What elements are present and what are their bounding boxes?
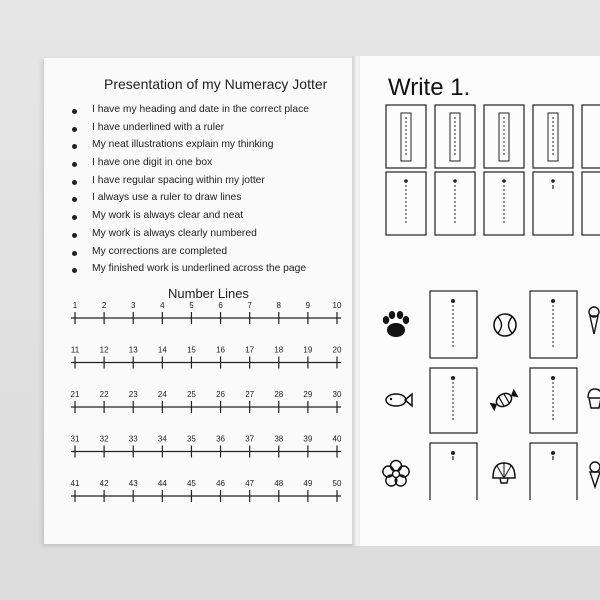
tracing-box[interactable] [533,105,573,168]
bullet-icon [72,215,77,220]
list-item: My corrections are completed [72,246,309,264]
shell-icon [493,463,515,483]
start-dot [404,179,408,183]
list-item: I always use a ruler to draw lines [72,192,309,210]
page-title: Presentation of my Numeracy Jotter [104,76,328,92]
tick-label: 45 [186,479,196,488]
tick-label: 44 [157,479,167,488]
tick-label: 25 [186,390,196,399]
tick-label: 27 [245,390,255,399]
list-item: My neat illustrations explain my thinking [72,139,309,157]
bullet-icon [72,251,77,256]
picture-row-1 [383,291,599,358]
tick-label: 5 [189,301,194,310]
list-item: I have my heading and date in the correct place [72,104,309,122]
start-dot [551,376,555,380]
tick-label: 42 [99,479,109,488]
tick-label: 28 [274,390,284,399]
list-item: I have underlined with a ruler [72,122,309,140]
tick-label: 35 [186,434,196,444]
tick-label: 19 [303,345,313,355]
tick-label: 36 [216,434,226,444]
number-line [71,479,342,502]
tracing-box[interactable] [386,105,426,168]
tick-label: 24 [157,390,167,399]
picture-row-2 [386,368,600,433]
start-dot [551,299,555,303]
tick-label: 41 [70,479,80,488]
tick-label: 17 [245,345,255,355]
tick-label: 13 [128,345,138,355]
tick-label: 23 [128,390,138,399]
tick-label: 21 [70,390,80,399]
list-item: My work is always clear and neat [72,210,309,228]
flower-icon [383,461,409,487]
fish-icon [386,394,412,406]
start-dot [451,299,455,303]
tick-label: 2 [101,301,107,310]
tracing-box[interactable] [582,172,600,235]
bullet-icon [72,233,77,238]
number-line [71,346,342,369]
number-line [71,390,342,413]
bullet-icon [72,180,77,185]
tick-label: 43 [128,479,138,488]
ice-cream-icon [589,307,599,334]
checklist [72,104,309,281]
tick-label: 31 [70,434,80,444]
tick-label: 1 [72,301,78,310]
start-dot [453,179,457,183]
tennis-ball-icon [494,314,516,336]
tracing-box[interactable] [582,105,600,168]
tracing-row-1 [386,105,600,168]
start-dot [502,179,506,183]
tracing-box[interactable] [435,105,475,168]
start-dot [451,451,455,455]
cupcake-icon [588,389,600,408]
tick-label: 14 [157,345,167,355]
bullet-icon [72,144,77,149]
list-item: I have regular spacing within my jotter [72,175,309,193]
number-lines [60,298,350,508]
bullet-icon [72,268,77,273]
tick-label: 22 [99,390,109,399]
tick-label: 30 [332,390,342,399]
tick-label: 33 [128,434,138,444]
number-line [71,301,342,324]
tracing-row-2 [386,172,600,235]
tick-label: 32 [99,434,109,444]
bullet-icon [72,197,77,202]
start-dot [551,451,555,455]
tick-label: 9 [305,301,311,310]
tick-label: 34 [157,434,167,444]
tick-label: 6 [218,301,223,310]
bullet-icon [72,109,77,114]
list-item: My finished work is underlined across the page [72,263,309,281]
picture-row-3 [383,443,600,500]
tick-label: 38 [274,434,284,444]
tick-label: 11 [70,345,80,355]
tick-label: 4 [160,301,165,310]
tick-label: 18 [274,345,284,355]
tick-label: 15 [186,345,196,355]
tick-label: 8 [276,301,282,310]
tick-label: 26 [216,390,226,399]
tick-label: 47 [245,479,255,488]
tick-label: 12 [99,345,109,355]
bullet-icon [72,162,77,167]
bullet-icon [72,127,77,132]
number-line [71,435,342,458]
worksheet-title: Write 1. [388,74,471,101]
tracing-box[interactable] [484,105,524,168]
tick-label: 39 [303,434,313,444]
candy-icon [489,388,519,412]
tick-label: 7 [247,301,252,310]
tick-label: 37 [245,434,255,444]
tick-label: 20 [332,345,342,355]
number-lines-heading: Number Lines [168,286,249,301]
tick-label: 16 [216,345,226,355]
list-item: I have one digit in one box [72,157,309,175]
ice-cream-cone-icon [590,462,600,487]
list-item: My work is always clearly numbered [72,228,309,246]
tick-label: 29 [303,390,313,399]
tracing-worksheet [380,100,600,500]
tick-label: 3 [130,301,136,310]
paw-icon [383,311,409,337]
tick-label: 10 [332,301,342,310]
tick-label: 49 [303,479,313,488]
start-dot [551,179,555,183]
start-dot [451,376,455,380]
tick-label: 48 [274,479,284,488]
tick-label: 50 [332,479,342,488]
tick-label: 40 [332,434,342,444]
tick-label: 46 [216,479,226,488]
